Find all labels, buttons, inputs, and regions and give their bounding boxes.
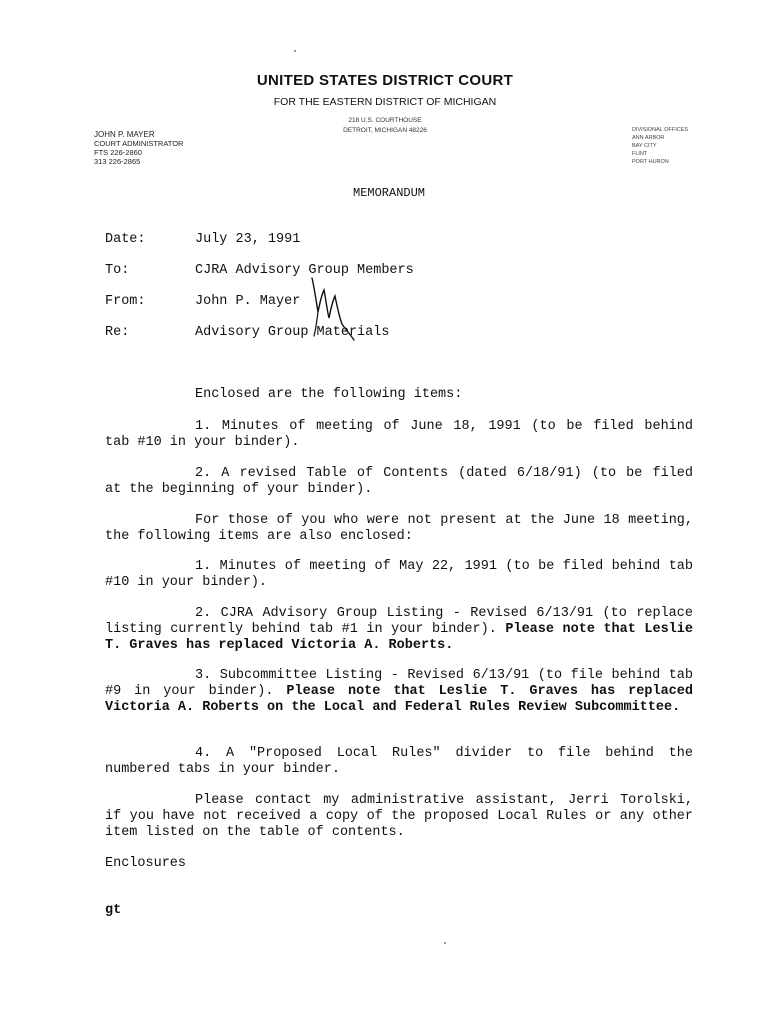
closing-paragraph [105,793,693,841]
court-address-line2: DETROIT, MICHIGAN 48226 [343,127,427,134]
field-from-value: John P. Mayer [195,294,301,309]
court-subtitle: FOR THE EASTERN DISTRICT OF MICHIGAN [273,96,497,108]
scan-speck [294,50,296,52]
field-date-label: Date: [105,232,146,247]
absent-item-4 [105,746,693,778]
item-1-text: 1. Minutes of meeting of June 18, 1991 (to be filed behind tab #10 in your binder). [105,419,693,450]
divisional-office-2: BAY CITY [632,143,657,149]
court-address-line1: 218 U.S. COURTHOUSE [348,117,422,124]
enclosures-label: Enclosures [105,856,187,871]
divisional-offices-block [632,126,688,166]
field-to-label: To: [105,263,130,278]
field-re-label: Re: [105,325,130,340]
field-to-value: CJRA Advisory Group Members [195,263,414,278]
item-2 [105,466,693,498]
administrator-name: JOHN P. MAYER [94,130,155,139]
absent-intro-text: For those of you who were not present at the June 18 meeting, the following items are also enclosed: [105,513,693,544]
closing-text: Please contact my administrative assistant, Jerri Torolski, if you have not received a copy of the proposed Local Rules or any other item listed on the table of contents. [105,793,693,840]
absent-item-3-text: 3. Subcommittee Listing - Revised 6/13/91 (to file behind tab #9 in your binder). [105,668,693,699]
intro-text: Enclosed are the following items: [195,387,463,402]
divisional-office-4: PORT HURON [632,159,669,165]
court-title: UNITED STATES DISTRICT COURT [256,72,514,89]
item-1 [105,419,693,451]
administrator-role: COURT ADMINISTRATOR [94,139,184,148]
absent-item-2-note: Please note that Leslie T. Graves has replaced Victoria A. Roberts. [105,622,693,653]
administrator-phone1: FTS 226-2860 [94,148,142,157]
intro-paragraph [105,387,693,403]
absent-intro [105,513,693,545]
absent-item-3 [105,668,693,716]
divisional-office-1: ANN ARBOR [632,135,665,141]
absent-item-4-text: 4. A "Proposed Local Rules" divider to file behind the numbered tabs in your binder. [105,746,693,777]
divisional-offices-heading: DIVISIONAL OFFICES [632,127,689,133]
scan-speck [444,942,446,944]
absent-item-1 [105,559,693,591]
absent-item-3-note: Please note that Leslie T. Graves has replaced Victoria A. Roberts on the Local and Federal Rules Review Subcommittee. [105,684,693,715]
item-2-text: 2. A revised Table of Contents (dated 6/18/91) (to be filed at the beginning of your binder). [105,466,693,497]
absent-item-2 [105,606,693,654]
divisional-office-3: FLINT [632,151,648,157]
handwritten-initials-signature [300,272,360,344]
field-re-value: Advisory Group Materials [195,325,390,340]
absent-item-1-text: 1. Minutes of meeting of May 22, 1991 (to be filed behind tab #10 in your binder). [105,559,693,590]
absent-item-2-text: 2. CJRA Advisory Group Listing - Revised 6/13/91 (to replace listing currently behind tab #1 in your binder). [105,606,693,637]
field-from-label: From: [105,294,146,309]
administrator-block [94,130,183,166]
administrator-phone2: 313 226-2865 [94,157,141,166]
typist-initials: gt [105,903,122,918]
memo-heading: MEMORANDUM [353,186,426,200]
field-date-value: July 23, 1991 [195,232,301,247]
